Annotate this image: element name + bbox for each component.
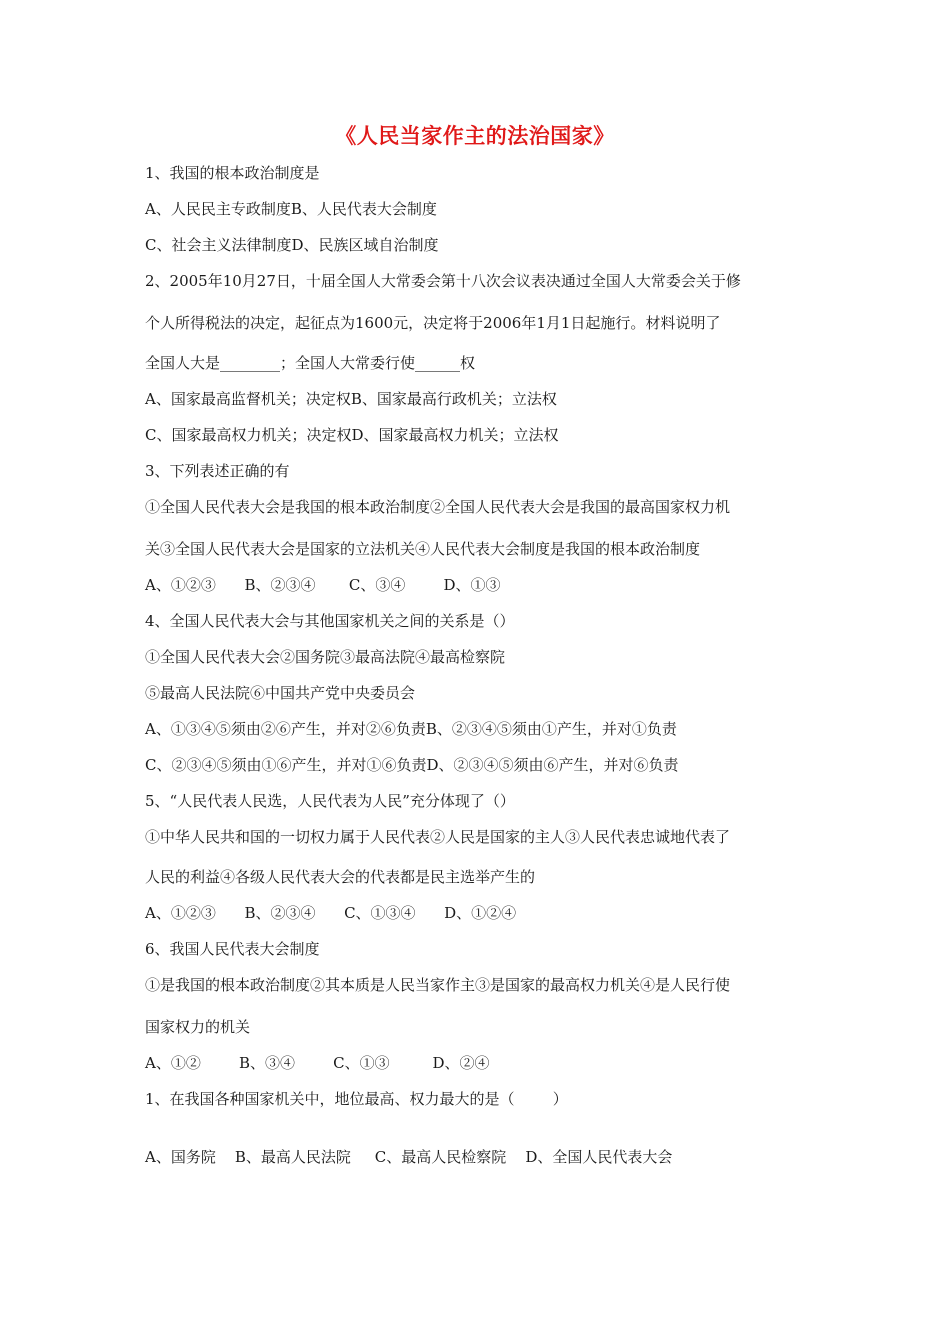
- q3-statements-line1: ①全国人民代表大会是我国的根本政治制度②全国人民代表大会是我国的最高国家权力机: [145, 498, 731, 516]
- q2-options-cd: C、国家最高权力机关；决定权D、国家最高权力机关；立法权: [145, 426, 559, 444]
- q6-stem: 6、我国人民代表大会制度: [145, 940, 320, 958]
- q6-statements-line1: ①是我国的根本政治制度②其本质是人民当家作主③是国家的最高权力机关④是人民行使: [145, 976, 731, 994]
- q2-stem-line1: 2、2005年10月27日，十届全国人大常委会第十八次会议表决通过全国人大常委会关于修: [145, 272, 741, 290]
- q5-stem: 5、“人民代表人民选，人民代表为人民”充分体现了（）: [145, 792, 515, 810]
- q6-options: A、①② B、③④ C、①③ D、②④: [145, 1054, 490, 1072]
- q5-statements-line1: ①中华人民共和国的一切权力属于人民代表②人民是国家的主人③人民代表忠诚地代表了: [145, 828, 731, 846]
- q2-stem-line2: 个人所得税法的决定，起征点为1600元，决定将于2006年1月1日起施行。材料说明了: [145, 314, 721, 332]
- q2-stem-line3: 全国人大是________；全国人大常委行使______权: [145, 354, 476, 372]
- extra-q1-options: A、国务院 B、最高人民法院 C、最高人民检察院 D、全国人民代表大会: [145, 1148, 673, 1166]
- q5-options: A、①②③ B、②③④ C、①③④ D、①②④: [145, 904, 517, 922]
- q4-items-line1: ①全国人民代表大会②国务院③最高法院④最高检察院: [145, 648, 506, 666]
- q3-options: A、①②③ B、②③④ C、③④ D、①③: [145, 576, 501, 594]
- q4-items-line2: ⑤最高人民法院⑥中国共产党中央委员会: [145, 684, 416, 702]
- q3-statements-line2: 关③全国人民代表大会是国家的立法机关④人民代表大会制度是我国的根本政治制度: [145, 540, 701, 558]
- q4-options-cd: C、②③④⑤须由①⑥产生，并对①⑥负责D、②③④⑤须由⑥产生，并对⑥负责: [145, 756, 679, 774]
- q3-stem: 3、下列表述正确的有: [145, 462, 290, 480]
- document-title: 《人民当家作主的法治国家》: [335, 124, 615, 148]
- q4-options-ab: A、①③④⑤须由②⑥产生，并对②⑥负责B、②③④⑤须由①产生，并对①负责: [145, 720, 677, 738]
- extra-q1-stem: 1、在我国各种国家机关中，地位最高、权力最大的是（ ）: [145, 1090, 568, 1108]
- q2-options-ab: A、国家最高监督机关；决定权B、国家最高行政机关；立法权: [145, 390, 557, 408]
- q1-stem: 1、我国的根本政治制度是: [145, 164, 320, 182]
- q1-options-ab: A、人民民主专政制度B、人民代表大会制度: [145, 200, 437, 218]
- q6-statements-line2: 国家权力的机关: [145, 1018, 251, 1036]
- q5-statements-line2: 人民的利益④各级人民代表大会的代表都是民主选举产生的: [145, 868, 536, 886]
- q4-stem: 4、全国人民代表大会与其他国家机关之间的关系是（）: [145, 612, 515, 630]
- q1-options-cd: C、社会主义法律制度D、民族区域自治制度: [145, 236, 439, 254]
